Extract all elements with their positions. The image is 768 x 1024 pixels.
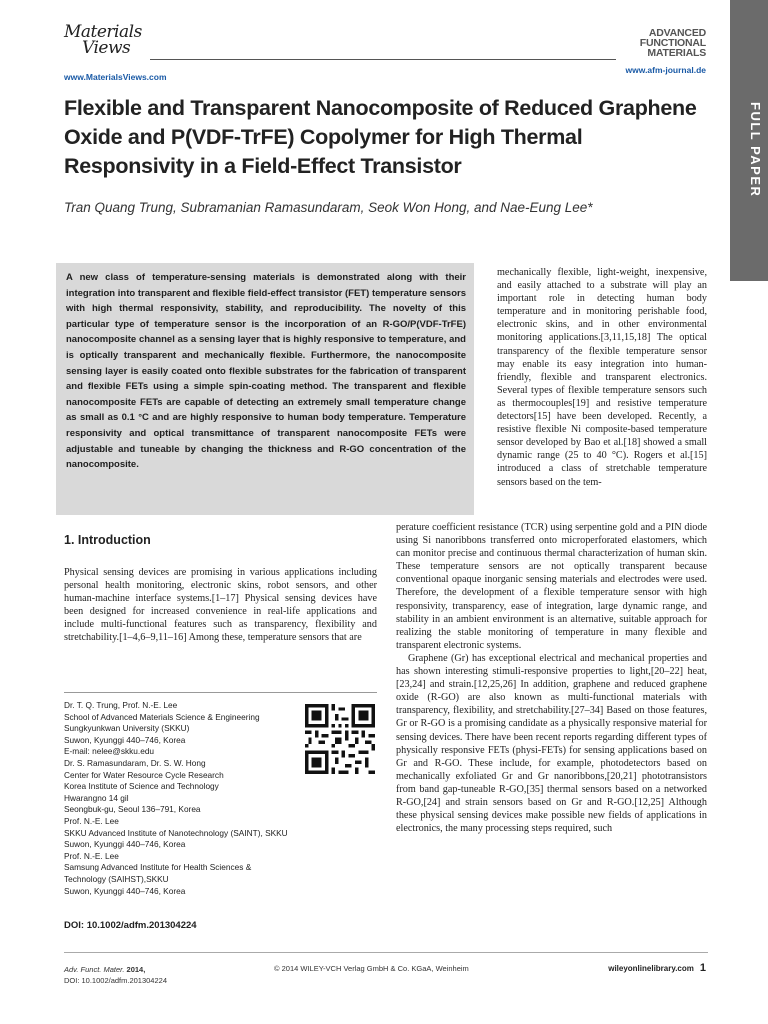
right-column-body xyxy=(396,521,707,835)
affiliation-line: Technology (SAIHST),SKKU xyxy=(64,873,169,884)
afm-journal-url[interactable]: www.afm-journal.de xyxy=(625,65,706,75)
footer-citation xyxy=(64,964,167,986)
footer-journal: Adv. Funct. Mater. xyxy=(64,965,125,974)
article-title: Flexible and Transparent Nanocomposite of Reduced Graphene Oxide and P(VDF-TrFE) Copolymer for High Thermal Responsivity in a Field-Effect Transistor xyxy=(64,96,697,178)
affiliation-line: Dr. S. Ramasundaram, Dr. S. W. Hong xyxy=(64,757,206,768)
affiliation-line: School of Advanced Materials Science & Engineering xyxy=(64,711,260,722)
affiliation-email[interactable]: E-mail: nelee@skku.edu xyxy=(64,746,155,757)
footer-doi: DOI: 10.1002/adfm.201304224 xyxy=(64,976,167,985)
affiliation-line: Suwon, Kyunggi 440–746, Korea xyxy=(64,885,186,896)
introduction-paragraph: Physical sensing devices are promising in various applications including personal health monitoring, electronic skins, robot sensors, and other human-machine interface systems.[1–17] Physical sensing devices have been designed for increased convenience in real-life applications and include multi-functional features such as transparency, flexibility and stretchability.[1–4,6–9,11–16] Among these, temperature sensors that are xyxy=(64,567,377,644)
logo-left-line2: Views xyxy=(82,38,131,58)
affiliation-line: Suwon, Kyunggi 440–746, Korea xyxy=(64,734,186,745)
affiliation-line: Dr. T. Q. Trung, Prof. N.-E. Lee xyxy=(64,700,178,710)
affiliation-line: Samsung Advanced Institute for Health Sciences & xyxy=(64,862,252,873)
affiliation-line: Hwarangno 14 gil xyxy=(64,792,129,803)
footer-site-link[interactable]: wileyonlinelibrary.com xyxy=(608,964,694,973)
header-divider xyxy=(150,59,616,60)
logo-right-line3: MATERIALS xyxy=(647,47,706,59)
introduction-heading: 1. Introduction xyxy=(64,533,151,547)
affiliation-line: SKKU Advanced Institute of Nanotechnology (SAINT), SKKU xyxy=(64,827,288,838)
affiliation-line: Korea Institute of Science and Technology xyxy=(64,781,219,792)
logo-right-line1: ADVANCED xyxy=(648,27,706,39)
affiliation-line: Sungkyunkwan University (SKKU) xyxy=(64,723,190,734)
affiliation-line: Seongbuk-gu, Seoul 136–791, Korea xyxy=(64,804,201,815)
body-paragraph: perature coefficient resistance (TCR) using serpentine gold and a PIN diode using Si nanoribbons transferred onto microperforated elastomers, which can monitor precise and continuous thermal characterization of human skin. These temperature sensors are not optically transparent because conventional opaque inorganic sensing materials and electrodes were used. Therefore, the development of a flexible temperature sensor with high responsivity, transparency, ease of integration, large dynamic range, and stability in an ambient environment is an alternative, suitable approach for realizing the stable monitoring of temperature in many flexible and transparent electronic systems. xyxy=(396,522,707,651)
affiliation-line: Suwon, Kyunggi 440–746, Korea xyxy=(64,839,186,850)
qr-code-icon[interactable] xyxy=(305,704,375,774)
affiliation-line: Prof. N.-E. Lee xyxy=(64,850,119,861)
article-authors: Tran Quang Trung, Subramanian Ramasundaram, Seok Won Hong, and Nae-Eung Lee* xyxy=(64,200,593,215)
materials-views-logo xyxy=(64,24,154,72)
footer-divider xyxy=(64,952,708,953)
logo-right-line2: FUNCTIONAL xyxy=(639,37,706,49)
afm-logo xyxy=(640,28,706,58)
article-doi[interactable]: DOI: 10.1002/adfm.201304224 xyxy=(64,920,197,931)
footer-copyright: © 2014 WILEY-VCH Verlag GmbH & Co. KGaA, Weinheim xyxy=(274,964,469,973)
affiliation-divider xyxy=(64,692,377,693)
abstract-text: A new class of temperature-sensing materials is demonstrated along with their integration into transparent and flexible field-effect transistor (FET) temperature sensors with high thermal responsivity, stability, and reproducibility. The novelty of this particular type of temperature sensor is the incorporation of an R-GO/P(VDF-TrFE) nanocomposite channel as a sensing layer that is highly responsive to temperature, and is optically transparent and mechanically flexible. Furthermore, the nanocomposite sensing layer is easily coated onto flexible substrates for the fabrication of transparent and flexible FETs using a simple spin-coating method. The transparent and flexible nanocomposite FETs are capable of detecting an extremely small temperature change as small as 0.1 °C and are highly responsive to human body temperature. Temperature responsivity and optical transmittance of transparent nanocomposite FETs were adjustable and tuneable by changing the thickness and R-GO concentration of the nanocomposite. xyxy=(66,272,466,471)
body-paragraph: Graphene (Gr) has exceptional electrical and mechanical properties and has shown interesting stimuli-responsive properties to light,[20–22] heat,[23,24] and strain.[12,25,26] In addition, graphene and reduced graphene oxide (R-GO) are also known as multi-functional materials with transparency, flexibility, and stretchability.[27–34] Based on those features, Gr or R-GO is a promising candidate as a physically responsive material for sensing devices. There have been recent reports regarding different types of physically responsive FETs (physi-FETs) for sensing applications based on Gr and R-GO. These include, for example, photodetectors based on mechanically exfoliated Gr and Gr nanoribbons,[20,21] phototransistors from band gap-tuneable R-GO,[35] thermal sensors based on a networked R-GO,[24] and strain sensors based on Gr and R-GO.[12,25] Although these physical sensing devices make possible new fields of applications in electronics, the many processing steps required, such xyxy=(396,652,707,835)
affiliation-line: Center for Water Resource Cycle Research xyxy=(64,769,224,780)
affiliations xyxy=(64,700,294,897)
footer-site xyxy=(608,962,706,974)
page-number: 1 xyxy=(699,962,706,974)
full-paper-label: FULL PAPER xyxy=(748,102,763,198)
affiliation-line: Prof. N.-E. Lee xyxy=(64,815,119,826)
right-column-top: mechanically flexible, light-weight, inexpensive, and easily attached to a substrate will play an important role in detecting human body temperature and in monitoring perishable food, electronic skins, and in other environmental monitoring applications.[3,11,15,18] The optical transparency of the flexible temperature sensor may enable its easy integration into human-friendly, flexible and transparent electronics. Several types of flexible temperature sensors such as thermocouples[19] and resistive temperature detectors[15] have been developed. Recently, a resistive flexible Ni composite-based temperature sensor developed by Bao et al.[18] showed a small dynamic range (25 to 40 °C). Rogers et al.[15] introduced a class of stretchable temperature sensors based on the tem- xyxy=(497,267,707,488)
footer-year: 2014, xyxy=(126,965,146,974)
materials-views-url[interactable]: www.MaterialsViews.com xyxy=(64,72,167,82)
logo-left-line1: Materials xyxy=(64,22,142,42)
